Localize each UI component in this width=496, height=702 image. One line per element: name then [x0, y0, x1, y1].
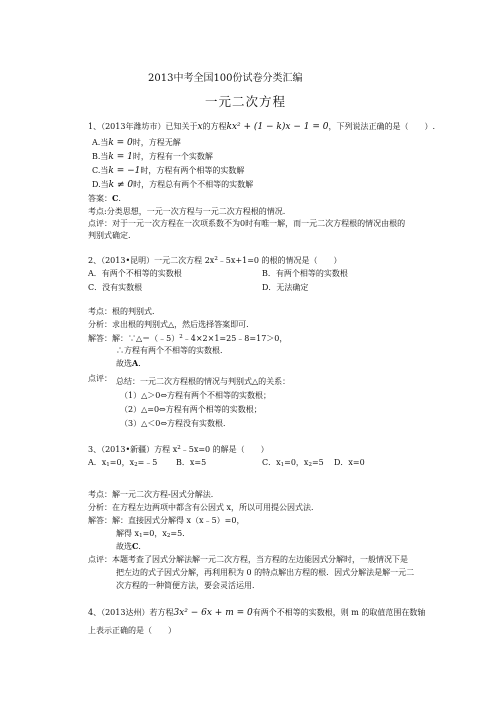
q1-dianping-line1: 点评：对于一元一次方程在一次项系数不为0时有唯一解，而一元二次方程根的情况由根的	[88, 219, 406, 228]
q2-rule1: （1）△＞0⇔方程有两个不相等的实数根；	[120, 391, 272, 400]
q3-step2-part3: =5．	[170, 529, 191, 538]
q2-step3-a: 故选	[116, 359, 132, 368]
q2-step3-b: A	[132, 358, 139, 368]
q3-header	[88, 443, 269, 455]
page-title: 2013中考全国100份试卷分类汇编	[148, 73, 303, 84]
q2-option-d: D．无法确定	[262, 283, 309, 292]
q2-option-c: C．没有实数根	[88, 283, 143, 292]
q1-option-c	[92, 165, 244, 177]
q2-dianping-label: 点评：	[88, 374, 112, 383]
q3-option-d: D．x=0	[334, 458, 365, 467]
q2-head-sup: 2	[214, 256, 218, 262]
q1-equation: kx² + (1 − k)x − 1 = 0	[226, 122, 329, 132]
q3-option-a-part1: A．x	[88, 458, 107, 467]
q2-step3-c: ．	[138, 359, 147, 368]
q3-step2-sub1: 1	[139, 533, 143, 539]
q1-answer-label: 答案：	[88, 194, 112, 203]
q1-answer-value: C	[112, 193, 119, 203]
q1-option-b-lead: B.当	[92, 152, 109, 161]
q1-option-a-lead: A.当	[92, 138, 109, 147]
q3-head-a: 3、（2013•新疆）方程 x	[88, 445, 178, 454]
q2-head-b: ﹣5x+1=0 的根的情况是（ ）	[217, 256, 342, 265]
q3-option-c-part3: =5	[311, 458, 324, 467]
q1-option-b-cond: k = 1	[108, 152, 133, 162]
q3-step2-part1: 解得 x	[116, 529, 140, 538]
q2-jieda-sup: 2	[179, 334, 183, 340]
q1-option-a-cond: k = 0	[108, 138, 133, 148]
q3-step3-b: C	[132, 541, 139, 551]
q1-text-b: 的方程	[202, 122, 227, 131]
q3-step3	[116, 541, 146, 552]
q3-option-c-part1: C．x	[262, 458, 281, 467]
q2-jieda-a: 解答：解：∵△＝（﹣5）	[88, 334, 180, 343]
q2-rule3: （3）△＜0⇔方程没有实数根．	[120, 419, 232, 428]
q3-dianping-line2: 把左边的式子因式分解，再利用积为 0 的特点解出方程的根．因式分解法是解一元二	[116, 568, 415, 577]
q1-option-d-rest: 时，方程总有两个不相等的实数解	[133, 180, 254, 189]
q2-step2: ∴方程有两个不相等的实数根．	[116, 346, 228, 355]
q3-option-c-sub2: 2	[308, 462, 312, 468]
q3-step2	[116, 528, 190, 542]
q3-dianping-line1: 点评：本题考查了因式分解法解一元二次方程，当方程的左边能因式分解时，一般情况下是	[88, 555, 408, 564]
q4-head-b: 有两个不相等的实数根，则 m 的取值范围在数轴	[252, 608, 426, 617]
q3-dianping-line3: 次方程的一种简便方法，要会灵活运用．	[116, 581, 260, 590]
q3-step3-a: 故选	[116, 542, 132, 551]
q1-option-d-cond: k ≠ 0	[108, 180, 134, 190]
page-subtitle: 一元二次方程	[205, 94, 287, 109]
q2-head-a: 2、（2013•昆明）一元二次方程 2x	[88, 256, 215, 265]
q1-number: 1、	[88, 122, 102, 131]
q2-zongjie: 总结：一元二次方程根的情况与判别式△的关系：	[116, 377, 291, 386]
q1-dianping-line2: 判别式确定.	[88, 231, 131, 240]
q1-answer-end: .	[118, 194, 121, 203]
q1-option-c-rest: 时，方程有两个相等的实数解	[140, 166, 245, 175]
q1-option-a-rest: 时，方程无解	[132, 138, 181, 147]
q3-option-b: B．x=5	[176, 458, 207, 467]
q3-jieda: 解答：解：直接因式分解得 x（x﹣5）=0，	[88, 516, 245, 525]
q3-option-c	[262, 457, 324, 471]
q3-step3-c: ．	[138, 542, 147, 551]
q1-kaodian: 考点:分类思想，一元一次方程与一元二次方程根的情况.	[88, 207, 286, 216]
q4-head-a: 4、（2013达州）若方程	[88, 608, 174, 617]
q3-fenxi: 分析：在方程左边两项中都含有公因式 x，所以可用提公因式法．	[88, 503, 320, 512]
q3-option-a-part3: =﹣5	[137, 458, 158, 467]
q3-step2-sub2: 2	[166, 533, 171, 539]
q1-option-a	[92, 137, 181, 149]
q1-option-c-lead: C.当	[92, 166, 109, 175]
q2-rule2: （2）△=0⇔方程有两个相等的实数根；	[120, 405, 262, 414]
q4-equation: 3x² − 6x + m = 0	[173, 608, 253, 618]
q3-head-b: ﹣5x=0 的解是（ ）	[180, 445, 269, 454]
q4-header	[88, 607, 425, 619]
q1-option-c-cond: k = −1	[108, 166, 141, 176]
q3-option-c-part2: =0，x	[284, 458, 309, 467]
q1-option-b	[92, 151, 213, 163]
q3-option-c-sub1: 1	[280, 462, 285, 468]
q2-kaodian: 考点：根的判别式．	[88, 307, 160, 316]
q2-option-b: B．有两个相等的实数根	[262, 269, 348, 278]
q3-head-sup: 2	[177, 445, 181, 451]
q3-option-a-sub2: 2	[134, 462, 138, 468]
q1-option-d	[92, 179, 253, 191]
q1-text-a: （2013年潍坊市）已知关于	[101, 122, 198, 131]
q3-step2-part2: =0，x	[142, 529, 167, 538]
q3-option-a-sub1: 1	[106, 462, 110, 468]
q2-option-a: A．有两个不相等的实数根	[88, 269, 182, 278]
q3-kaodian: 考点：解一元二次方程-因式分解法．	[88, 490, 219, 499]
q2-jieda-b: ﹣4×2×1=25﹣8=17＞0，	[182, 334, 288, 343]
q1-answer	[88, 193, 121, 204]
q2-jieda	[88, 332, 287, 344]
q2-fenxi: 分析：求出根的判别式△，然后选择答案即可．	[88, 320, 255, 329]
q1-option-b-rest: 时，方程有一个实数解	[132, 152, 213, 161]
q2-header	[88, 254, 342, 266]
q1-option-d-lead: D.当	[92, 180, 109, 189]
q3-option-a	[88, 457, 157, 471]
q1-header	[88, 121, 435, 133]
q3-option-a-part2: =0，x	[109, 458, 135, 467]
q4-line2: 上表示正确的是（ ）	[88, 626, 176, 635]
q1-text-c: ，下列说法正确的是（ ）.	[328, 122, 435, 131]
q1-var-x: x	[197, 122, 203, 132]
q2-step3	[116, 358, 146, 369]
